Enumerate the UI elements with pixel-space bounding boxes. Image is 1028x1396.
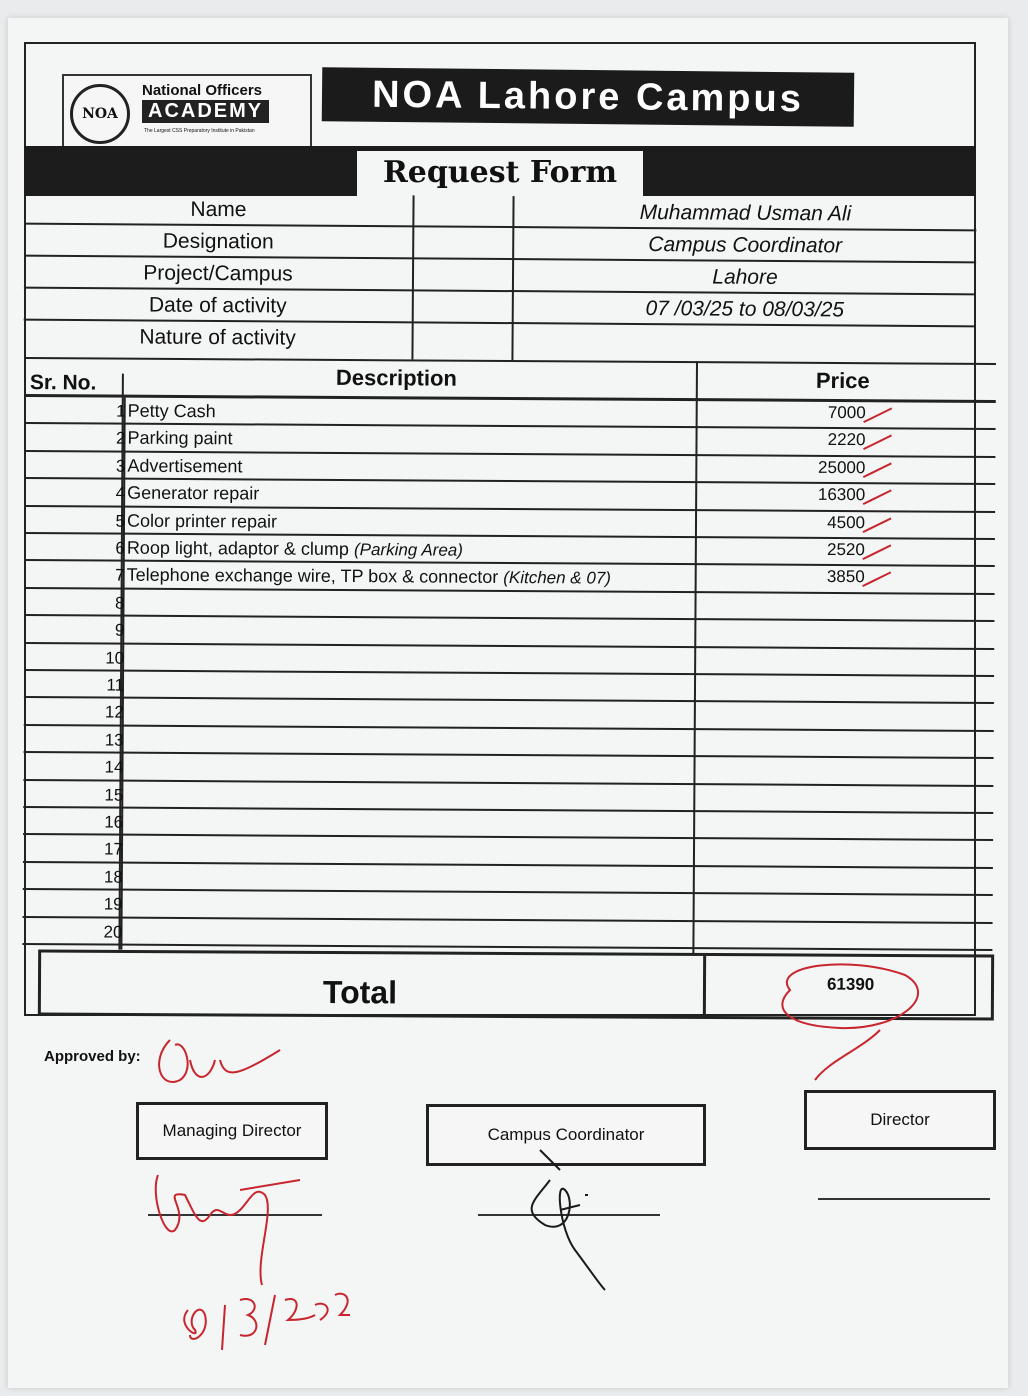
total-circle-mark (782, 964, 918, 1028)
row-number: 9 (114, 620, 125, 640)
row-number: 8 (114, 593, 125, 613)
row-number: 15 (104, 785, 124, 805)
row-number: 2 (115, 428, 126, 449)
row-description-text: Generator repair (127, 482, 260, 504)
row-number: 14 (104, 757, 124, 777)
row-description-text: Telephone exchange wire, TP box & connector (126, 565, 504, 588)
row-description-note: (Kitchen & 07) (503, 568, 612, 589)
info-label: Date of activity (148, 293, 287, 318)
campus-banner: NOA Lahore Campus (322, 67, 855, 127)
approval-initials-signature (159, 1040, 280, 1082)
director-box: Director (804, 1090, 996, 1150)
handwritten-date-mark (184, 1294, 350, 1350)
logo-title: National Officers (142, 82, 263, 99)
row-number: 5 (115, 511, 126, 531)
row-number: 10 (105, 648, 125, 668)
row-description-text: Advertisement (127, 455, 243, 477)
info-value: Muhammad Usman Ali (639, 200, 852, 226)
header-price: Price (815, 367, 870, 394)
info-value: Campus Coordinator (648, 233, 843, 258)
row-price: 3850 (826, 567, 865, 587)
info-label: Nature of activity (139, 325, 296, 350)
row-number: 16 (104, 812, 124, 832)
header-description: Description (335, 364, 457, 391)
row-number: 19 (103, 894, 123, 914)
row-number: 18 (103, 867, 123, 887)
logo-tagline: The Largest CSS Preparatory Institute in Pakistan (144, 128, 255, 134)
row-description-text: Color printer repair (126, 510, 278, 532)
row-number: 4 (115, 483, 126, 503)
total-value: 61390 (826, 974, 875, 994)
row-price: 2520 (826, 539, 865, 560)
md-signature (156, 1175, 300, 1285)
row-description-text: Parking paint (127, 428, 233, 449)
logo-seal: NOA (70, 84, 130, 144)
row-number: 20 (103, 922, 123, 942)
info-label: Project/Campus (143, 261, 293, 286)
row-number: 6 (115, 538, 125, 558)
row-price: 25000 (818, 457, 866, 477)
approved-by-label: Approved by: (44, 1048, 141, 1065)
total-tail-mark (815, 1030, 880, 1080)
row-description-text: Roop light, adaptor & clump (126, 537, 355, 560)
row-number: 12 (104, 702, 124, 723)
row-price: 2220 (827, 430, 866, 450)
info-label: Name (190, 197, 247, 222)
row-price: 4500 (827, 512, 866, 532)
campus-coordinator-box: Campus Coordinator (426, 1104, 706, 1166)
header-sr-no: Sr. No. (29, 371, 97, 395)
logo-academy: ACADEMY (142, 100, 269, 123)
managing-director-box: Managing Director (136, 1102, 328, 1160)
row-number: 11 (106, 675, 125, 695)
row-description-text: Petty Cash (127, 400, 216, 422)
info-label: Designation (162, 229, 274, 254)
row-number: 17 (104, 839, 124, 860)
row-price: 7000 (827, 402, 866, 423)
total-label: Total (322, 973, 398, 1011)
form-title: Request Form (357, 151, 643, 196)
row-number: 7 (115, 565, 125, 586)
cc-signature (532, 1150, 605, 1290)
info-value: 07 /03/25 to 08/03/25 (645, 297, 845, 322)
row-number: 13 (104, 730, 124, 750)
row-price: 16300 (817, 485, 866, 505)
info-value: Lahore (712, 265, 778, 289)
row-number: 3 (115, 456, 126, 476)
row-number: 1 (116, 401, 126, 421)
row-description-note: (Parking Area) (353, 540, 464, 560)
